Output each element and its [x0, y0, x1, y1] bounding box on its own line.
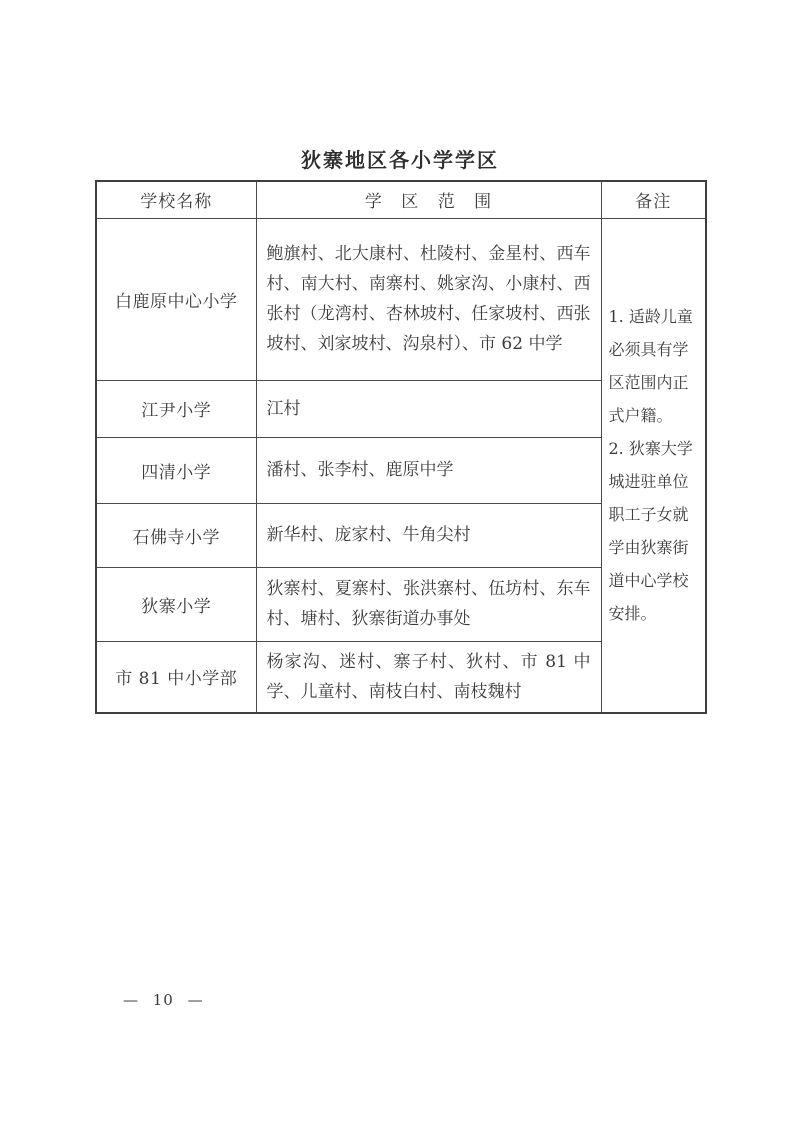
school-name-cell: 石佛寺小学 — [96, 503, 256, 567]
notes-cell — [601, 218, 706, 713]
district-range-cell: 鲍旗村、北大康村、杜陵村、金星村、西车村、南大村、南寨村、姚家沟、小康村、西张村（龙湾村、杏林坡村、任家坡村、西张坡村、刘家坡村、沟泉村）、市 62 中学 — [256, 218, 601, 380]
header-notes: 备注 — [601, 181, 706, 218]
header-district-range: 学 区 范 围 — [256, 181, 601, 218]
note-item-2: 2. 狄寨大学城进驻单位职工子女就学由狄寨街道中心学校安排。 — [608, 439, 693, 624]
school-name-cell: 市 81 中小学部 — [96, 641, 256, 713]
district-range-cell: 狄寨村、夏寨村、张洪寨村、伍坊村、东车村、塘村、狄寨街道办事处 — [256, 567, 601, 641]
district-range-cell: 江村 — [256, 380, 601, 437]
table-header-row — [96, 181, 706, 218]
page-title: 狄寨地区各小学学区 — [301, 148, 499, 172]
table-row — [96, 218, 706, 380]
district-range-cell: 潘村、张李村、鹿原中学 — [256, 437, 601, 503]
page-number: — 10 — — [123, 991, 204, 1009]
district-range-cell: 杨家沟、迷村、寨子村、狄村、市 81 中学、儿童村、南枝白村、南枝魏村 — [256, 641, 601, 713]
district-range-cell: 新华村、庞家村、牛角尖村 — [256, 503, 601, 567]
school-name-cell: 四清小学 — [96, 437, 256, 503]
school-district-table — [95, 180, 707, 714]
school-name-cell: 江尹小学 — [96, 380, 256, 437]
school-name-cell: 白鹿原中心小学 — [96, 218, 256, 380]
school-name-cell: 狄寨小学 — [96, 567, 256, 641]
note-item-1: 1. 适龄儿童必须具有学区范围内正式户籍。 — [608, 307, 693, 426]
header-school-name: 学校名称 — [96, 181, 256, 218]
